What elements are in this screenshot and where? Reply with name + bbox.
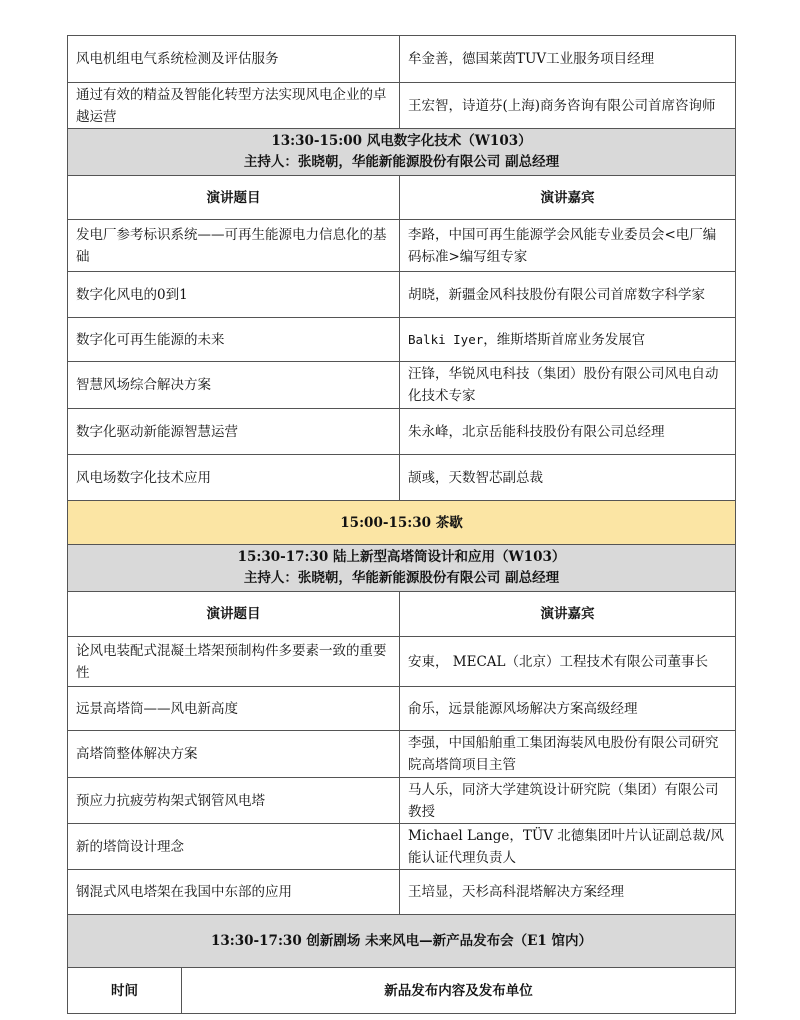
session-header — [68, 129, 736, 176]
table-row — [68, 455, 736, 501]
column-header-time: 时间 — [68, 968, 182, 1014]
talk-speaker: 李强，中国船舶重工集团海装风电股份有限公司研究院高塔筒项目主管 — [400, 731, 736, 778]
talk-speaker: 牟金善，德国莱茵TUV工业服务项目经理 — [400, 36, 736, 83]
speaker-title: ，维斯塔斯首席业务发展官 — [483, 331, 646, 348]
talk-topic: 高塔筒整体解决方案 — [68, 731, 400, 778]
talk-topic: 风电机组电气系统检测及评估服务 — [68, 36, 400, 83]
talk-topic: 数字化可再生能源的未来 — [68, 318, 400, 362]
talk-topic: 通过有效的精益及智能化转型方法实现风电企业的卓越运营 — [68, 83, 400, 129]
talk-speaker: 胡晓，新疆金风科技股份有限公司首席数字科学家 — [400, 272, 736, 318]
talk-speaker: 俞乐，远景能源风场解决方案高级经理 — [400, 687, 736, 731]
column-header-content: 新品发布内容及发布单位 — [182, 968, 736, 1014]
talk-speaker: 安東， MECAL（北京）工程技术有限公司董事长 — [400, 637, 736, 687]
table-row — [68, 824, 736, 870]
column-header-topic: 演讲题目 — [68, 176, 400, 220]
session-host: 主持人：张晓朝，华能新能源股份有限公司 副总经理 — [243, 570, 560, 586]
session-header — [68, 545, 736, 592]
talk-topic: 数字化风电的0到1 — [68, 272, 400, 318]
column-header-speaker: 演讲嘉宾 — [400, 176, 736, 220]
table-row — [68, 687, 736, 731]
talk-speaker: 朱永峰，北京岳能科技股份有限公司总经理 — [400, 409, 736, 455]
table-row — [68, 272, 736, 318]
table-row — [68, 83, 736, 129]
session-header — [68, 915, 736, 968]
column-header-row — [68, 592, 736, 637]
session-title: 15:30-17:30 陆上新型高塔筒设计和应用（W103） — [237, 549, 566, 565]
column-header-row — [68, 176, 736, 220]
talk-topic: 发电厂参考标识系统——可再生能源电力信息化的基础 — [68, 220, 400, 272]
talk-topic: 数字化驱动新能源智慧运营 — [68, 409, 400, 455]
table-row — [68, 362, 736, 409]
talk-speaker: 汪锋，华锐风电科技（集团）股份有限公司风电自动化技术专家 — [400, 362, 736, 409]
talk-speaker: Michael Lange，TÜV 北德集团叶片认证副总裁/风能认证代理负责人 — [400, 824, 736, 870]
talk-topic: 远景高塔筒——风电新高度 — [68, 687, 400, 731]
table-row — [68, 637, 736, 687]
session-title: 13:30-17:30 创新剧场 未来风电—新产品发布会（E1 馆内） — [68, 915, 736, 968]
talk-speaker: 王宏智，诗道芬(上海)商务咨询有限公司首席咨询师 — [400, 83, 736, 129]
column-header-row — [68, 968, 736, 1014]
tea-break: 15:00-15:30 茶歇 — [68, 501, 736, 545]
talk-speaker: 马人乐，同济大学建筑设计研究院（集团）有限公司教授 — [400, 778, 736, 824]
talk-topic: 预应力抗疲劳构架式钢管风电塔 — [68, 778, 400, 824]
talk-speaker — [400, 318, 736, 362]
table-row — [68, 220, 736, 272]
talk-topic: 钢混式风电塔架在我国中东部的应用 — [68, 870, 400, 915]
talk-speaker: 李路，中国可再生能源学会风能专业委员会<电厂编码标准>编写组专家 — [400, 220, 736, 272]
talk-topic: 新的塔筒设计理念 — [68, 824, 400, 870]
talk-topic: 风电场数字化技术应用 — [68, 455, 400, 501]
talk-speaker: 王培显，天杉高科混塔解决方案经理 — [400, 870, 736, 915]
table-row — [68, 36, 736, 83]
session-title: 13:30-15:00 风电数字化技术（W103） — [271, 133, 532, 149]
table-row — [68, 778, 736, 824]
talk-speaker: 颉彧，天数智芯副总裁 — [400, 455, 736, 501]
table-row — [68, 731, 736, 778]
table-row — [68, 870, 736, 915]
talk-topic: 论风电装配式混凝土塔架预制构件多要素一致的重要性 — [68, 637, 400, 687]
column-header-topic: 演讲题目 — [68, 592, 400, 637]
speaker-name: Balki Iyer — [408, 331, 484, 347]
session-host: 主持人：张晓朝，华能新能源股份有限公司 副总经理 — [243, 154, 560, 170]
talk-topic: 智慧风场综合解决方案 — [68, 362, 400, 409]
table-row — [68, 318, 736, 362]
column-header-speaker: 演讲嘉宾 — [400, 592, 736, 637]
agenda-table — [67, 35, 736, 1014]
table-row — [68, 409, 736, 455]
tea-break-row — [68, 501, 736, 545]
